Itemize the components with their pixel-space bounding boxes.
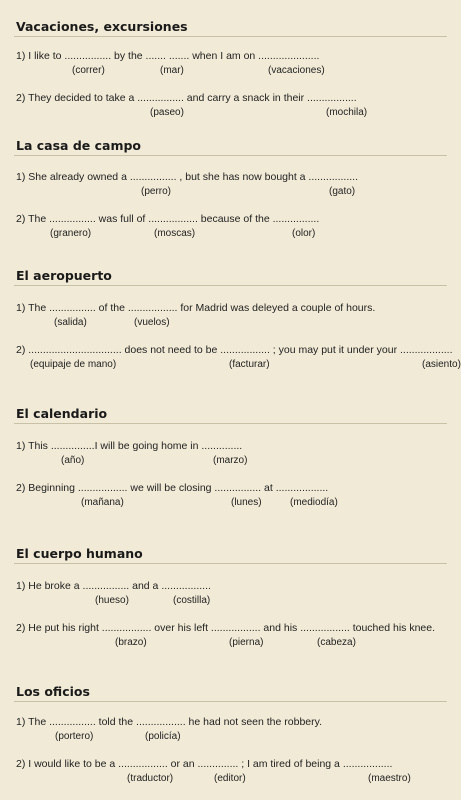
exercise-sentence: 2) Beginning ................. we will be closing ................ at ..................: [16, 482, 329, 494]
word-hint: (mañana): [81, 497, 124, 508]
word-hint: (mochila): [326, 107, 368, 118]
word-hint: (facturar): [229, 359, 270, 370]
exercise-sentence: 2) The ................ was full of ................. because of the ................: [16, 213, 320, 225]
word-hint: (costilla): [173, 595, 211, 606]
word-hint: (cabeza): [317, 637, 356, 648]
word-hint: (equipaje de mano): [30, 359, 117, 370]
exercise-sentence: 1) He broke a ................ and a .................: [16, 580, 211, 592]
word-hint: (maestro): [368, 773, 411, 784]
section-divider: [14, 155, 447, 156]
word-hint: (policía): [145, 731, 181, 742]
word-hint: (moscas): [154, 228, 196, 239]
section-divider: [14, 563, 447, 564]
word-hint: (mediodía): [290, 497, 338, 508]
section-divider: [14, 701, 447, 702]
word-hint: (vuelos): [134, 317, 170, 328]
word-hint: (pierna): [229, 637, 264, 648]
exercise-sentence: 1) The ................ told the ................. he had not seen the robbery.: [16, 716, 323, 728]
exercise-sentence: 2) He put his right ................. over his left ................. and his ................. touched his knee.: [16, 622, 436, 634]
word-hint: (vacaciones): [268, 65, 325, 76]
word-hint: (portero): [55, 731, 94, 742]
word-hint: (traductor): [127, 773, 174, 784]
word-hint: (lunes): [231, 497, 262, 508]
word-hint: (mar): [160, 65, 184, 76]
word-hint: (editor): [214, 773, 246, 784]
word-hint: (gato): [329, 186, 356, 197]
word-hint: (marzo): [213, 455, 248, 466]
word-hint: (año): [61, 455, 85, 466]
word-hint: (hueso): [95, 595, 129, 606]
word-hint: (olor): [292, 228, 316, 239]
section-title-casa-de-campo: La casa de campo: [16, 138, 142, 153]
exercise-sentence: 1) The ................ of the ................. for Madrid was deleyed a couple of hours.: [16, 302, 376, 314]
section-title-oficios: Los oficios: [16, 684, 90, 699]
section-title-aeropuerto: El aeropuerto: [16, 268, 112, 283]
exercise-sentence: 1) I like to ................ by the ....... ....... when I am on .....................: [16, 50, 320, 62]
section-divider: [14, 36, 447, 37]
word-hint: (asiento): [422, 359, 461, 370]
exercise-sentence: 1) She already owned a ................ , but she has now bought a .................: [16, 171, 359, 183]
section-title-calendario: El calendario: [16, 406, 108, 421]
word-hint: (correr): [72, 65, 105, 76]
word-hint: (brazo): [115, 637, 147, 648]
section-divider: [14, 285, 447, 286]
section-title-vacaciones: Vacaciones, excursiones: [16, 19, 188, 34]
word-hint: (perro): [141, 186, 172, 197]
section-title-cuerpo-humano: El cuerpo humano: [16, 546, 143, 561]
word-hint: (granero): [50, 228, 92, 239]
exercise-sentence: 2) I would like to be a ................. or an .............. ; I am tired of being a .................: [16, 758, 393, 770]
section-divider: [14, 423, 447, 424]
exercise-sentence: 2) They decided to take a ................ and carry a snack in their .................: [16, 92, 357, 104]
exercise-sentence: 1) This ...............I will be going home in ..............: [16, 440, 243, 452]
word-hint: (paseo): [150, 107, 184, 118]
exercise-sentence: 2) ................................ does not need to be ................. ; you may put it under your ..................: [16, 344, 453, 356]
word-hint: (salida): [54, 317, 87, 328]
